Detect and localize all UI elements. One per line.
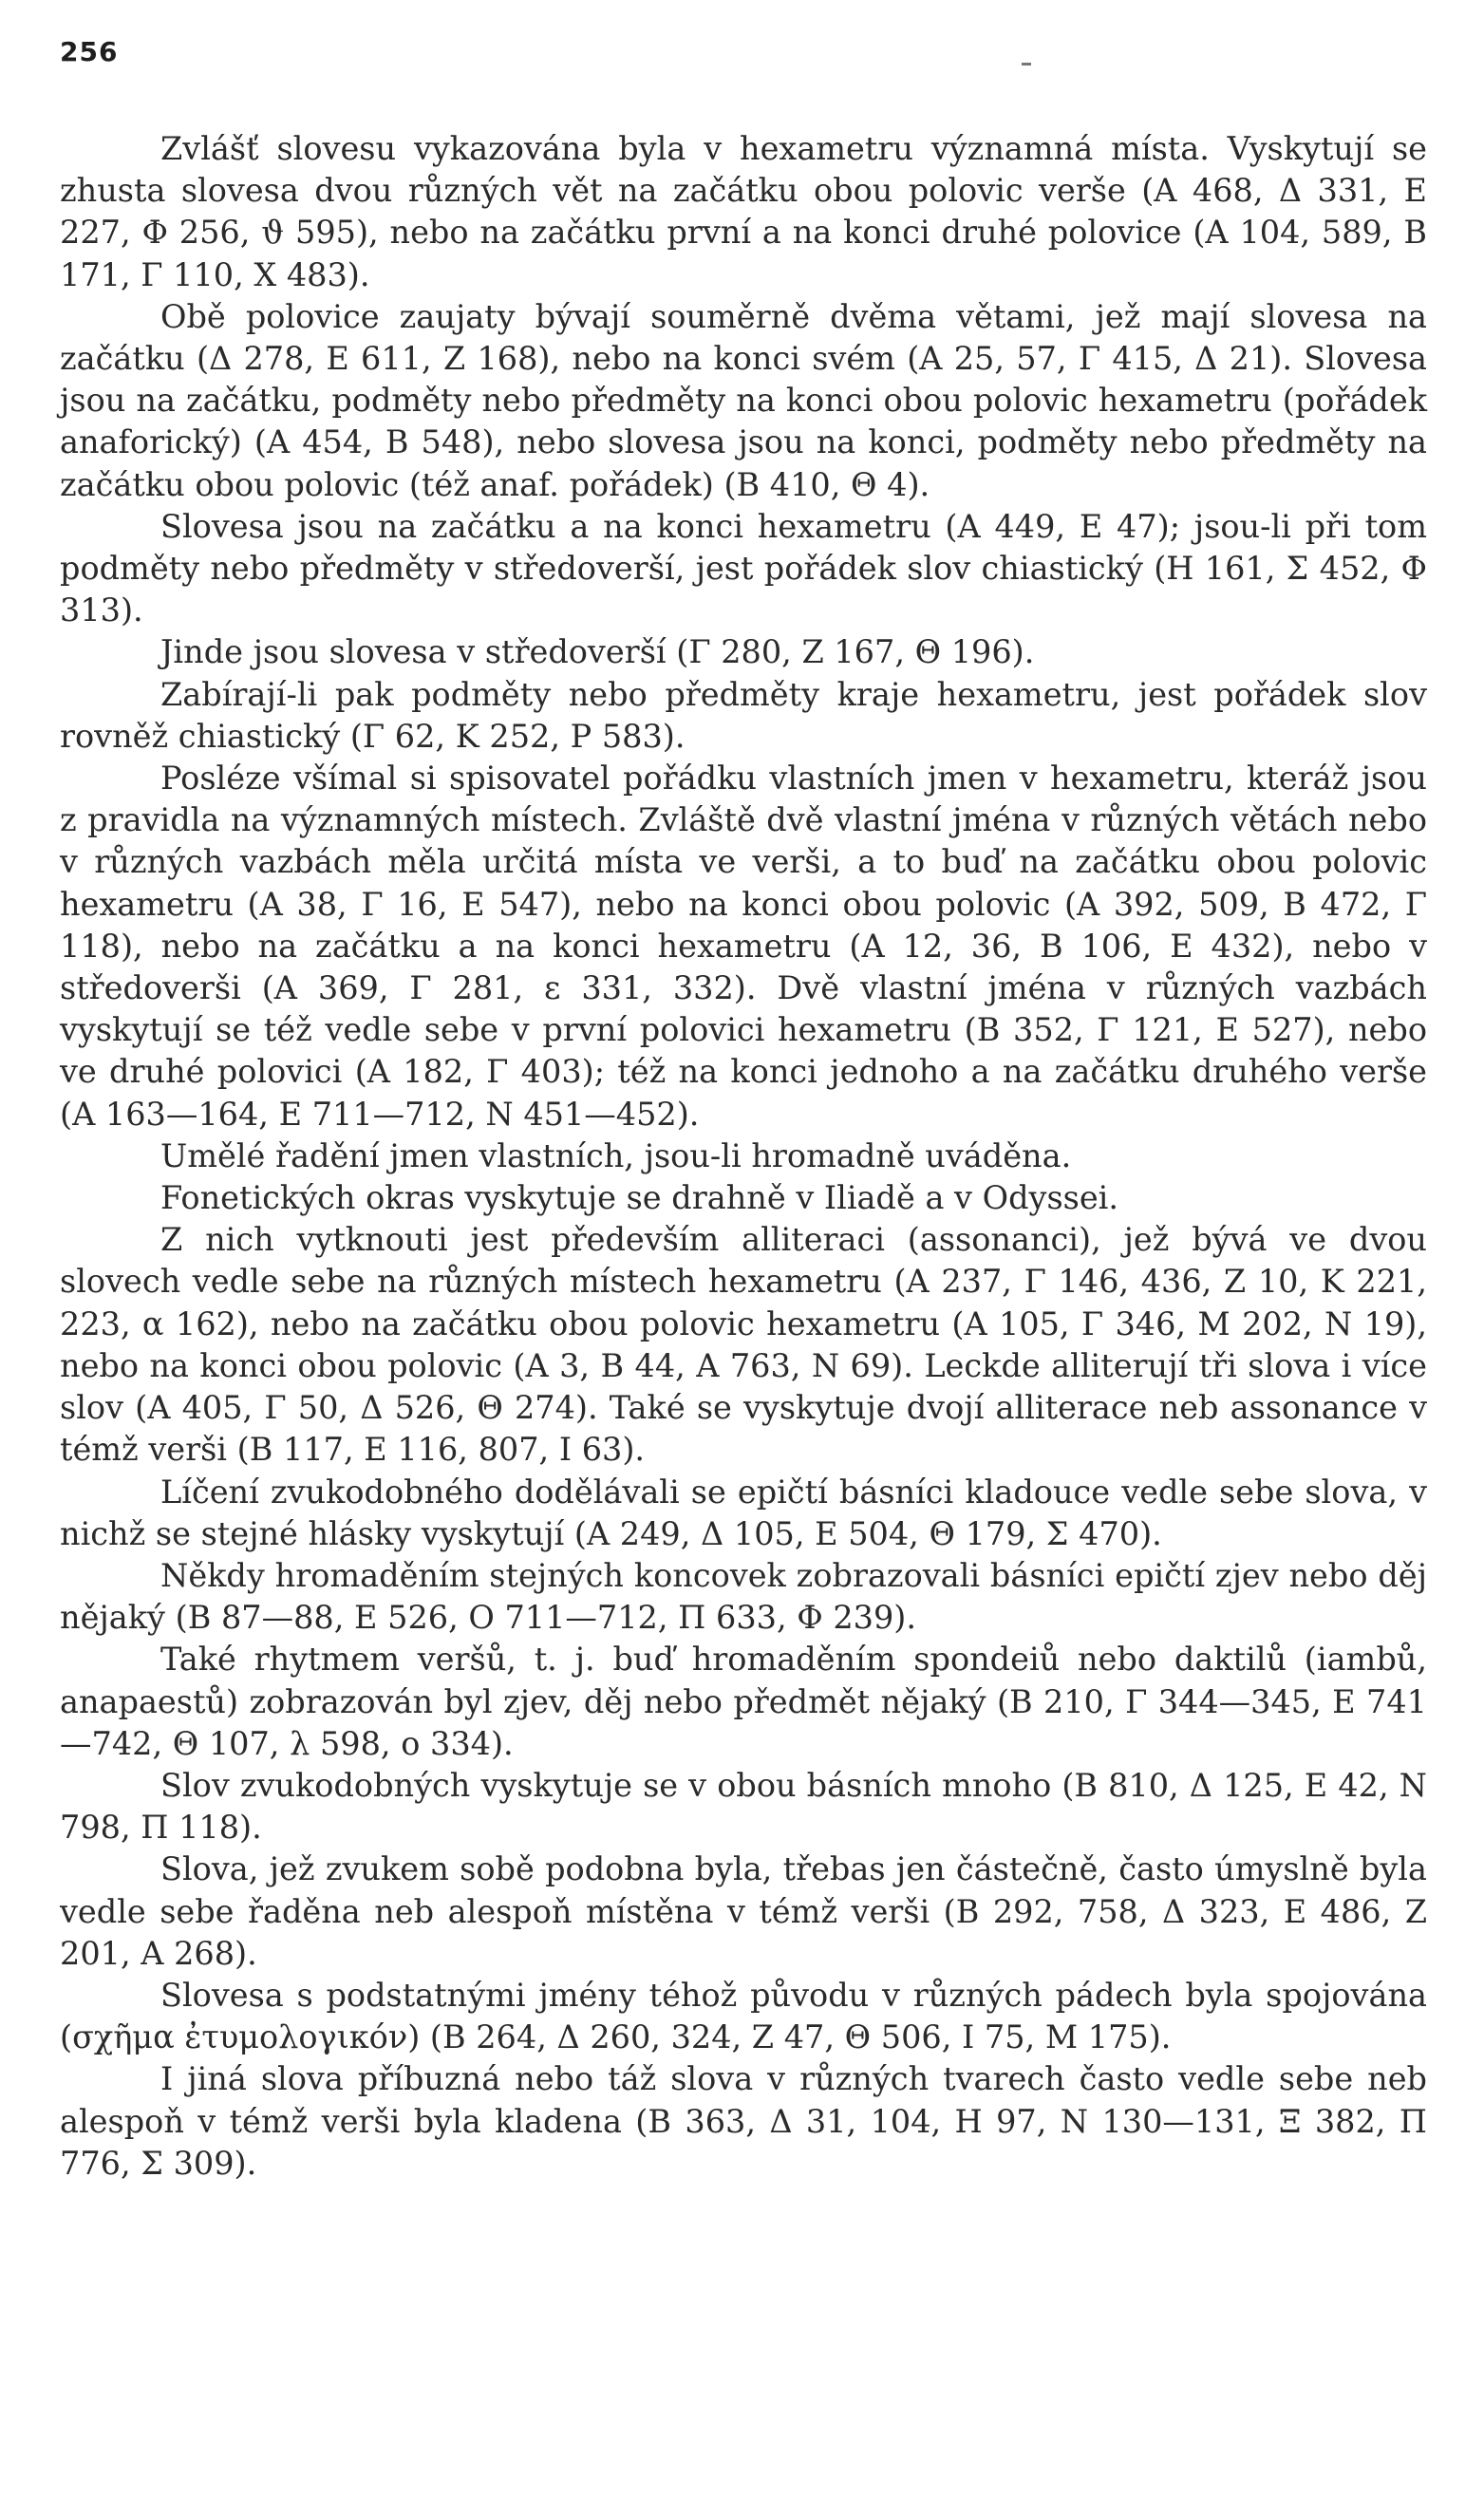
- paragraph: I jiná slova příbuzná nebo táž slova v různých tvarech často vedle sebe neb alespoň v témž verši byla kladena (Β 363, Δ 31, 104, Η 97, Ν 130—131, Ξ 382, Π 776, Σ 309).: [60, 2060, 1427, 2182]
- paragraph: Slovesa jsou na začátku a na konci hexametru (Α 449, Ε 47); jsou-li při tom podměty nebo předměty v středoverší, jest pořádek slov chiastický (Η 161, Σ 452, Φ 313).: [60, 507, 1427, 629]
- page-mark: [1022, 63, 1031, 66]
- paragraph: Fonetických okras vyskytuje se drahně v Iliadě a v Odyssei.: [160, 1179, 1119, 1217]
- paragraph: Slova, jež zvukem sobě podobna byla, třebas jen částečně, často úmyslně byla vedle sebe řaděna neb alespoň místěna v témž verši (Β 292, 758, Δ 323, Ε 486, Ζ 201, Α 268).: [60, 1850, 1427, 1972]
- paragraph: Také rhytmem veršů, t. j. buď hromaděním spondeiů nebo daktilů (iambů, anapaestů) zobrazován byl zjev, děj nebo předmět nějaký (Β 210, Γ 344—345, Ε 741—742, Θ 107, λ 598, ο 334).: [60, 1641, 1427, 1762]
- paragraph: Posléze všímal si spisovatel pořádku vlastních jmen v hexametru, kteráž jsou z pravidla na významných místech. Zvláště dvě vlastní jména v různých větách nebo v různých vazbách měla určitá místa ve verši, a to buď na začátku obou polovic hexametru (Α 38, Γ 16, Ε 547), nebo na konci obou polovic (Α 392, 509, Β 472, Γ 118), nebo na začátku a na konci hexametru (Α 12, 36, Β 106, Ε 432), nebo v středoverši (Α 369, Γ 281, ε 331, 332). Dvě vlastní jména v různých vazbách vyskytují se též vedle sebe v první polovici hexametru (Β 352, Γ 121, Ε 527), nebo ve druhé polovici (Α 182, Γ 403); též na konci jednoho a na začátku druhého verše (Α 163—164, Ε 711—712, Ν 451—452).: [60, 760, 1427, 1133]
- paragraph: Zabírají-li pak podměty nebo předměty kraje hexametru, jest pořádek slov rovněž chiastický (Γ 62, Κ 252, Ρ 583).: [60, 675, 1427, 755]
- paragraph: Líčení zvukodobného dodělávali se epičtí básníci kladouce vedle sebe slova, v nichž se stejné hlásky vyskytují (Α 249, Δ 105, Ε 504, Θ 179, Σ 470).: [60, 1473, 1427, 1552]
- paragraph: Někdy hromaděním stejných koncovek zobrazovali básníci epičtí zjev nebo děj nějaký (Β 87—88, Ε 526, Ο 711—712, Π 633, Φ 239).: [60, 1556, 1427, 1637]
- paragraph: Jinde jsou slovesa v středoverší (Γ 280, Ζ 167, Θ 196).: [160, 633, 1035, 671]
- paragraph: Zvlášť slovesu vykazována byla v hexametru významná místa. Vyskytují se zhusta slovesa dvou různých vět na začátku obou polovic verše (Α 468, Δ 331, Ε 227, Φ 256, ϑ 595), nebo na začátku první a na konci druhé polovice (Α 104, 589, Β 171, Γ 110, Χ 483).: [60, 130, 1427, 293]
- body-text: [60, 128, 1427, 2185]
- paragraph: Obě polovice zaujaty bývají souměrně dvěma větami, jež mají slovesa na začátku (Δ 278, Ε 611, Ζ 168), nebo na konci svém (Α 25, 57, Γ 415, Δ 21). Slovesa jsou na začátku, podměty nebo předměty na konci obou polovic hexametru (pořádek anaforický) (Α 454, Β 548), nebo slovesa jsou na konci, podměty nebo předměty na začátku obou polovic (též anaf. pořádek) (Β 410, Θ 4).: [60, 297, 1427, 503]
- paragraph: Slovesa s podstatnými jmény téhož původu v různých pádech byla spojována (σχῆμα ἐτυμολογικόν) (Β 264, Δ 260, 324, Ζ 47, Θ 506, Ι 75, Μ 175).: [60, 1976, 1427, 2056]
- paragraph: Umělé řadění jmen vlastních, jsou-li hromadně uváděna.: [160, 1136, 1072, 1174]
- paragraph: Z nich vytknouti jest především alliteraci (assonanci), jež bývá ve dvou slovech vedle sebe na různých místech hexametru (Α 237, Γ 146, 436, Ζ 10, Κ 221, 223, α 162), nebo na začátku obou polovic hexametru (Α 105, Γ 346, Μ 202, Ν 19), nebo na konci obou polovic (Α 3, Β 44, Α 763, Ν 69). Leckde alliterují tři slova i více slov (Α 405, Γ 50, Δ 526, Θ 274). Také se vyskytuje dvojí alliterace neb assonance v témž verši (Β 117, Ε 116, 807, Ι 63).: [60, 1221, 1427, 1469]
- paragraph: Slov zvukodobných vyskytuje se v obou básních mnoho (Β 810, Δ 125, Ε 42, Ν 798, Π 118).: [60, 1766, 1427, 1847]
- page-number: 256: [60, 36, 119, 67]
